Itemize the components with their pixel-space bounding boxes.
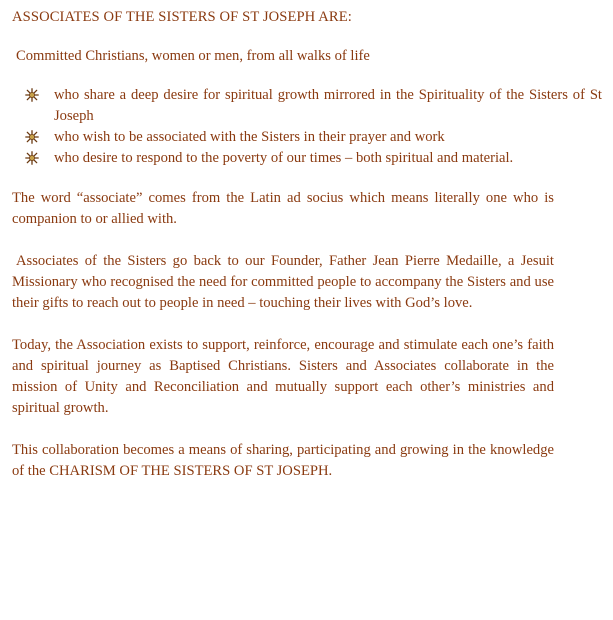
bullet-item: [12, 127, 602, 148]
document-body: [12, 7, 602, 482]
paragraph-associate-meaning: The word “associate” comes from the Latin ad socius which means literally one who is companion to or allied with.: [12, 190, 554, 227]
page-heading: ASSOCIATES OF THE SISTERS OF ST JOSEPH ARE:: [12, 9, 352, 25]
bullet-list: [12, 85, 602, 169]
bullet-item: [12, 85, 602, 127]
paragraph-history: Associates of the Sisters go back to our Founder, Father Jean Pierre Medaille, a Jesuit Missionary who recognised the need for committed people to accompany the Sisters and use their gifts to reach out to people in need – touching their lives with God’s love.: [12, 253, 554, 311]
star-bullet-icon: [25, 130, 39, 144]
paragraph-today: Today, the Association exists to support, reinforce, encourage and stimulate each one’s faith and spiritual journey as Baptised Christians. Sisters and Associates collaborate in the mission of Unity and Reconciliation and mutually support each other’s ministries and spiritual growth.: [12, 337, 554, 416]
intro-line: Committed Christians, women or men, from all walks of life: [16, 48, 370, 64]
bullet-text: who share a deep desire for spiritual growth mirrored in the Spirituality of the Sisters of St Joseph: [54, 87, 602, 124]
bullet-text: who wish to be associated with the Sisters in their prayer and work: [54, 129, 445, 145]
bullet-item: [12, 148, 602, 169]
paragraph-collaboration: This collaboration becomes a means of sharing, participating and growing in the knowledge of the CHARISM OF THE SISTERS OF ST JOSEPH.: [12, 442, 554, 479]
bullet-text: who desire to respond to the poverty of our times – both spiritual and material.: [54, 150, 514, 166]
star-bullet-icon: [25, 151, 39, 165]
star-bullet-icon: [25, 88, 39, 102]
